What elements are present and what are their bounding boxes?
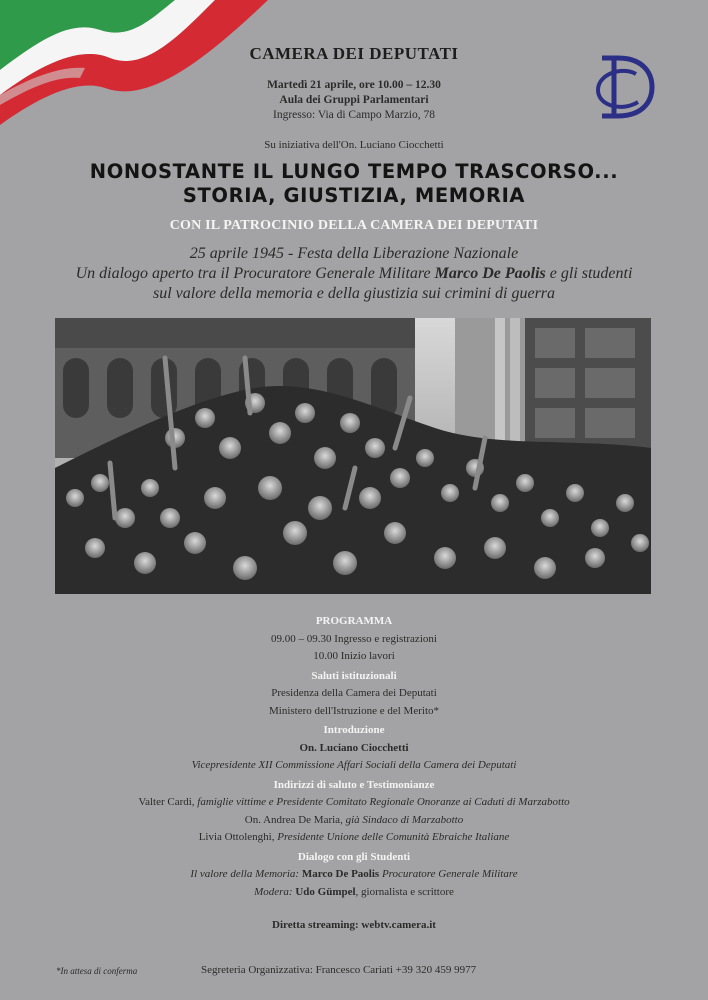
event-address: Ingresso: Via di Campo Marzio, 78 <box>273 109 435 121</box>
testimony-name: Valter Cardi, <box>138 796 198 808</box>
testimony-item <box>0 812 708 830</box>
moderator-label: Modera: <box>254 885 296 898</box>
event-title <box>0 160 708 208</box>
testimony-item <box>0 829 708 847</box>
subtitle-speaker-name: Marco De Paolis <box>434 265 546 282</box>
subtitle-text: Un dialogo aperto tra il Procuratore Generale Militare <box>75 265 435 282</box>
program-item: Presidenza della Camera dei Deputati <box>271 687 437 699</box>
confirmation-footnote: *In attesa di conferma <box>56 966 138 976</box>
program-heading: PROGRAMMA <box>315 615 393 627</box>
dialogue-item <box>0 866 708 884</box>
program-item: Ministero dell'Istruzione e del Merito* <box>269 704 439 717</box>
dialogue-label: Il valore della Memoria: <box>190 868 302 880</box>
event-subtitle <box>0 244 708 304</box>
intro-heading: Introduzione <box>323 724 385 736</box>
moderator-role: , giornalista e scrittore <box>355 885 454 898</box>
event-info <box>0 78 708 123</box>
title-line-2: STORIA, GIUSTIZIA, MEMORIA <box>182 184 526 207</box>
testimony-name: On. Andrea De Maria, <box>244 813 346 826</box>
initiative-line: Su iniziativa dell'On. Luciano Ciocchetti <box>264 139 444 151</box>
italian-flag-ribbon <box>0 0 270 150</box>
greetings-heading: Saluti istituzionali <box>311 669 397 682</box>
intro-speaker-name: On. Luciano Ciocchetti <box>299 741 409 754</box>
moderator-item <box>0 884 708 902</box>
liberation-crowd-photo <box>55 318 651 594</box>
intro-speaker-role: Vicepresidente XII Commissione Affari Sociali della Camera dei Deputati <box>191 759 517 771</box>
patronage-line: CON IL PATROCINIO DELLA CAMERA DEI DEPUTATI <box>169 218 539 233</box>
organization-name: CAMERA DEI DEPUTATI <box>249 44 459 63</box>
program-item: 09.00 – 09.30 Ingresso e registrazioni <box>271 632 437 645</box>
dialogue-speaker-role: Procuratore Generale Militare <box>379 868 518 880</box>
title-line-1: NONOSTANTE IL LUNGO TEMPO TRASCORSO... <box>89 160 619 183</box>
testimony-role: famiglie vittime e Presidente Comitato Regionale Onoranze ai Caduti di Marzabotto <box>197 796 570 808</box>
secretariat-contact: Segreteria Organizzativa: Francesco Cariati +39 320 459 9977 <box>201 964 477 976</box>
dialogue-heading: Dialogo con gli Studenti <box>297 850 411 863</box>
moderator-name: Udo Gümpel <box>295 885 356 898</box>
event-date-time: Martedì 21 aprile, ore 10.00 – 12.30 <box>267 79 441 91</box>
dialogue-speaker-name: Marco De Paolis <box>301 868 380 880</box>
subtitle-text: e gli studenti <box>545 265 633 282</box>
event-venue: Aula dei Gruppi Parlamentari <box>279 94 429 106</box>
subtitle-line-3: sul valore della memoria e della giustizia sui crimini di guerra <box>152 285 556 302</box>
testimony-heading: Indirizzi di saluto e Testimonianze <box>273 778 435 791</box>
testimony-role: Presidente Unione delle Comunità Ebraiche Italiane <box>277 831 510 843</box>
program-section <box>0 613 708 935</box>
testimony-item <box>0 794 708 812</box>
subtitle-line-2 <box>0 264 708 284</box>
program-item: 10.00 Inizio lavori <box>313 650 395 662</box>
testimony-role: già Sindaco di Marzabotto <box>345 813 464 826</box>
streaming-info: Diretta streaming: webtv.camera.it <box>272 919 436 931</box>
testimony-name: Livia Ottolenghi, <box>198 831 278 843</box>
subtitle-line-1: 25 aprile 1945 - Festa della Liberazione Nazionale <box>189 245 519 262</box>
